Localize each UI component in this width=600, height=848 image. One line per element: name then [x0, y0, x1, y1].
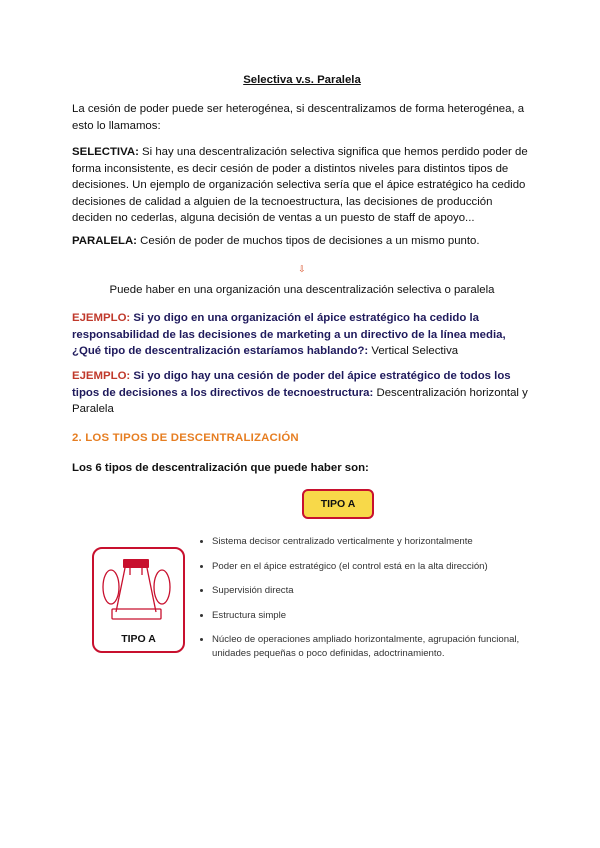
paralela-label: PARALELA: — [72, 235, 137, 247]
tipo-a-diagram — [92, 547, 185, 653]
feature-item: • Supervisión directa — [212, 584, 540, 598]
features-list — [200, 535, 540, 671]
selectiva-label: SELECTIVA: — [72, 146, 139, 158]
feature-item: • Núcleo de operaciones ampliado horizontalmente, agrupación funcional, unidades pequeñas o poco definidas, adoctrinamiento. — [212, 633, 540, 660]
diagram-label: TIPO A — [121, 633, 156, 645]
page-title: Selectiva v.s. Paralela — [243, 74, 361, 86]
ejemplo-2-question: Si yo digo hay una cesión de poder del ápice estratégico de todos los tipos de decisiones a los directivos de tecnoestructura: — [72, 370, 511, 399]
paralela-text: Cesión de poder de muchos tipos de decisiones a un mismo punto. — [136, 235, 480, 247]
ejemplo-1-question: Si yo digo en una organización el ápice estratégico ha cedido la responsabilidad de las decisiones de marketing a un directivo de la línea media, ¿Qué tipo de descentralización estaríamos hablando?: — [72, 312, 506, 357]
paralela-paragraph — [72, 233, 528, 250]
ejemplo-2 — [72, 368, 528, 418]
section-heading: 2. LOS TIPOS DE DESCENTRALIZACIÓN — [72, 432, 299, 444]
selectiva-paragraph — [72, 144, 528, 227]
selectiva-text: Si hay una descentralización selectiva significa que hemos perdido poder de forma inconsistente, es decir cesión de poder a distintos niveles para distintos tipos de decisiones. Un ejemplo de organización selectiva sería que el ápice estratégico ha cedido decisiones de calidad a alguien de la tecnoestructura, las decisiones de producción deciden no cederlas, alguna decisión de ventas a un puesto de staff de apoyo... — [72, 146, 528, 224]
feature-item: • Estructura simple — [212, 609, 540, 623]
ejemplo-1 — [72, 310, 528, 360]
intro-paragraph: La cesión de poder puede ser heterogénea, si descentralizamos de forma heterogénea, a esto lo llamamos: — [72, 103, 525, 132]
feature-item: • Poder en el ápice estratégico (el control está en la alta dirección) — [212, 560, 540, 574]
ejemplo-2-label: EJEMPLO: — [72, 370, 131, 382]
ejemplo-1-answer: Vertical Selectiva — [368, 345, 459, 357]
tipo-a-label-box: TIPO A — [302, 489, 374, 519]
ejemplo-1-label: EJEMPLO: — [72, 312, 131, 324]
ejemplo-2-answer: Descentralización horizontal y Paralela — [72, 386, 528, 415]
note-text: Puede haber en una organización una descentralización selectiva o paralela — [109, 284, 495, 296]
down-arrow-icon: ⇩ — [298, 264, 306, 274]
tipos-intro: Los 6 tipos de descentralización que puede haber son: — [72, 462, 369, 474]
organigram-icon — [94, 549, 183, 629]
feature-item: • Sistema decisor centralizado verticalmente y horizontalmente — [212, 535, 540, 549]
